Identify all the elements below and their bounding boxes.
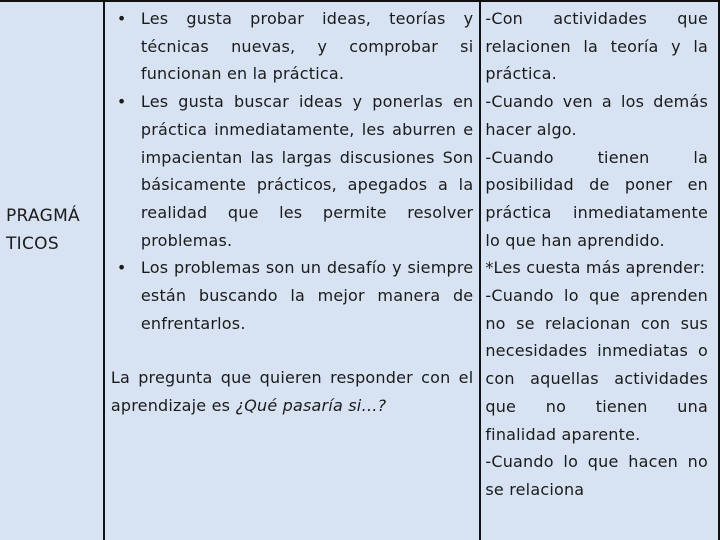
question-prefix: La pregunta que quieren responder con el aprendizaje es [110,368,474,416]
condition-line: -Cuando lo que aprenden no se relacionan con sus necesidades inmediatas o con aquellas actividades que no tienen una finalidad aparente. [485,286,708,444]
condition-line: -Cuando lo que hacen no se relaciona [485,452,708,499]
bullet-item: • Les gusta buscar ideas y ponerlas en práctica inmediatamente, les aburren e impacientan las largas discusiones Son básicamente prácticos, apegados a la realidad que les permite resolver problemas. [105,88,473,254]
learning-conditions-text [481,2,718,504]
question-italic: ¿Qué pasaría si…? [235,396,387,416]
row-label: PRAGMÁ TICOS [6,206,80,254]
learning-conditions-cell [480,1,719,540]
condition-line: *Les cuesta más aprender: [485,258,706,278]
condition-line: -Con actividades que relacionen la teoría y la práctica. [485,9,708,84]
condition-line: -Cuando ven a los demás hacer algo. [485,92,708,139]
bullet-item: • Los problemas son un desafío y siempre están buscando la mejor manera de enfrentarlos. [105,254,473,337]
row-label-cell [0,1,104,540]
bullet-item: • Les gusta probar ideas, teorías y técnicas nuevas, y comprobar si funcionan en la práctica. [105,5,473,88]
key-question [111,364,473,419]
characteristics-list [105,2,479,337]
condition-line: -Cuando tienen la posibilidad de poner en práctica inmediatamente lo que han aprendido. [485,147,708,250]
characteristics-cell [104,1,480,540]
table-row-pragmaticos [0,1,719,540]
